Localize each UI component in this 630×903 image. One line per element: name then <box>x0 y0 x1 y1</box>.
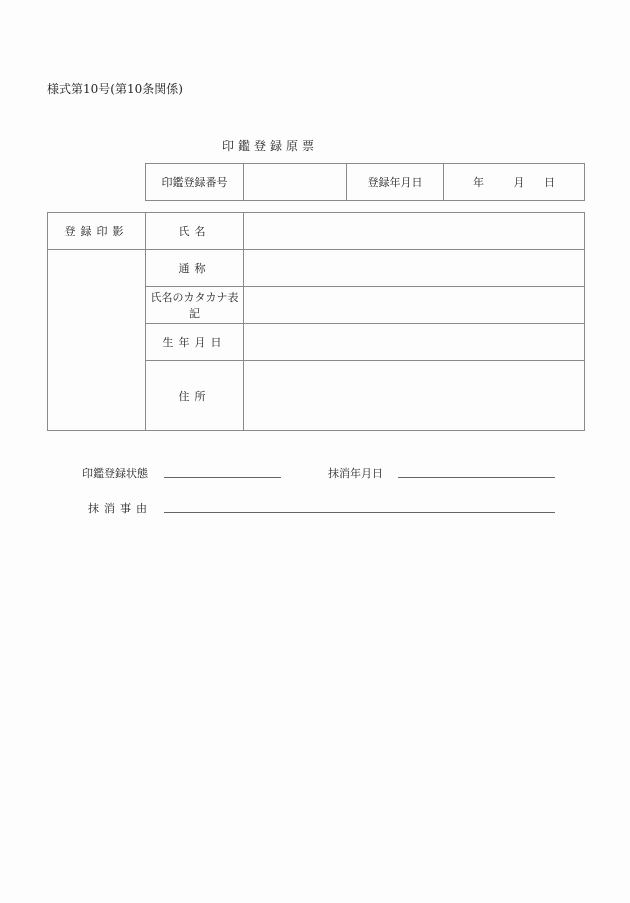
katakana-name-label: 氏名のカタカナ表記 <box>146 287 244 324</box>
registration-info-table <box>145 163 585 201</box>
address-field[interactable] <box>244 361 585 431</box>
registrant-info-table <box>47 212 585 431</box>
name-label: 氏名 <box>146 213 244 250</box>
registration-number-label: 印鑑登録番号 <box>146 164 244 201</box>
address-label: 住所 <box>146 361 244 431</box>
registration-status-field[interactable] <box>164 477 281 478</box>
registration-date-label: 登録年月日 <box>347 164 444 201</box>
alias-label: 通称 <box>146 250 244 287</box>
name-field[interactable] <box>244 213 585 250</box>
cancellation-reason-label: 抹消事由 <box>88 502 152 515</box>
date-day-label: 日 <box>544 176 555 189</box>
birth-date-field[interactable] <box>244 324 585 361</box>
birth-date-label: 生年月日 <box>146 324 244 361</box>
cancellation-reason-field[interactable] <box>164 512 555 513</box>
form-number: 様式第10号(第10条関係) <box>47 82 183 96</box>
cancellation-date-label: 抹消年月日 <box>328 467 383 480</box>
seal-impression-box[interactable] <box>48 250 146 431</box>
alias-field[interactable] <box>244 250 585 287</box>
registration-date-field[interactable] <box>444 164 585 201</box>
katakana-name-field[interactable] <box>244 287 585 324</box>
registration-status-label: 印鑑登録状態 <box>82 467 148 480</box>
date-parts <box>444 174 584 190</box>
cancellation-date-field[interactable] <box>398 477 555 478</box>
seal-impression-label: 登録印影 <box>48 213 146 250</box>
document-title: 印鑑登録原票 <box>222 139 319 153</box>
registration-number-field[interactable] <box>244 164 347 201</box>
date-year-label: 年 <box>473 176 484 189</box>
date-month-label: 月 <box>513 176 525 189</box>
